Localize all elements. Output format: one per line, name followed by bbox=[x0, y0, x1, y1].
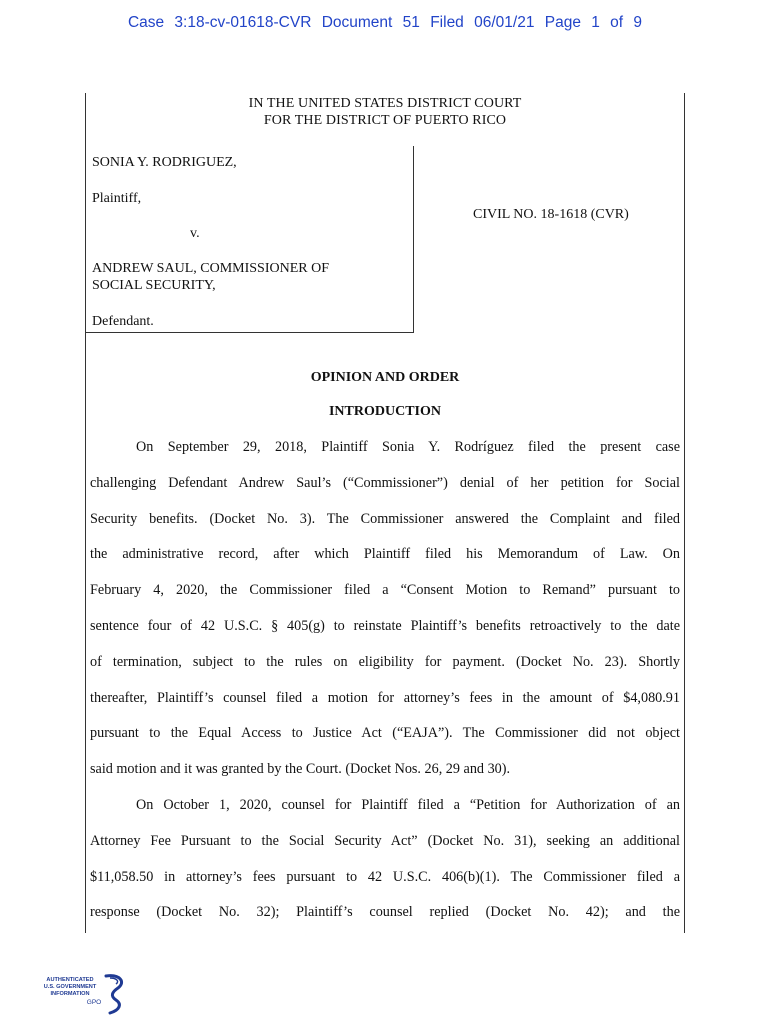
paragraph-line: Attorney Fee Pursuant to the Social Security Act” (Docket No. 31), seeking an additional bbox=[90, 832, 680, 849]
case-caption-box bbox=[86, 146, 414, 333]
court-heading bbox=[85, 95, 685, 129]
court-line-2: FOR THE DISTRICT OF PUERTO RICO bbox=[263, 113, 507, 128]
document-title: OPINION AND ORDER bbox=[310, 370, 460, 385]
defendant-name-line-1: ANDREW SAUL, COMMISSIONER OF bbox=[92, 261, 329, 276]
paragraph-line: response (Docket No. 32); Plaintiff’s counsel replied (Docket No. 42); and the bbox=[90, 904, 680, 921]
section-heading-introduction: INTRODUCTION bbox=[328, 404, 441, 419]
gpo-logo-line-2: U.S. GOVERNMENT bbox=[43, 984, 97, 990]
gpo-authentication-logo bbox=[40, 972, 140, 1016]
paragraph-line: the administrative record, after which Plaintiff filed his Memorandum of Law. On bbox=[90, 546, 680, 563]
paragraph-line: $11,058.50 in attorney’s fees pursuant to 42 U.S.C. 406(b)(1). The Commissioner filed a bbox=[90, 868, 680, 885]
eagle-icon bbox=[106, 976, 122, 1013]
paragraph-line: Security benefits. (Docket No. 3). The Commissioner answered the Complaint and filed bbox=[90, 510, 680, 527]
paragraph-line: On October 1, 2020, counsel for Plaintiff filed a “Petition for Authorization of an bbox=[136, 797, 680, 813]
paragraph-line: February 4, 2020, the Commissioner filed a “Consent Motion to Remand” pursuant to bbox=[90, 582, 680, 599]
paragraph-line: pursuant to the Equal Access to Justice Act (“EAJA”). The Commissioner did not object bbox=[90, 725, 680, 742]
eagle-wing-icon bbox=[110, 978, 118, 984]
gpo-logo-line-1: AUTHENTICATED bbox=[46, 977, 94, 983]
paragraph-line: challenging Defendant Andrew Saul’s (“Commissioner”) denial of her petition for Social bbox=[90, 474, 680, 491]
civil-case-number: CIVIL NO. 18-1618 (CVR) bbox=[473, 207, 629, 222]
paragraph-line: sentence four of 42 U.S.C. § 405(g) to reinstate Plaintiff’s benefits retroactively to the date bbox=[90, 617, 680, 634]
plaintiff-role: Plaintiff, bbox=[92, 191, 142, 206]
defendant-name-line-2: SOCIAL SECURITY, bbox=[92, 278, 216, 293]
paragraph-1 bbox=[90, 430, 680, 788]
right-margin-rule bbox=[684, 93, 685, 933]
court-line-1: IN THE UNITED STATES DISTRICT COURT bbox=[248, 96, 522, 111]
versus: v. bbox=[190, 226, 200, 241]
defendant-role: Defendant. bbox=[92, 314, 154, 329]
plaintiff-name: SONIA Y. RODRIGUEZ, bbox=[92, 155, 237, 170]
gpo-logo-line-4: GPO bbox=[86, 999, 102, 1006]
gpo-logo-line-3: INFORMATION bbox=[50, 991, 90, 997]
paragraph-line: thereafter, Plaintiff’s counsel filed a motion for attorney’s fees in the amount of $4,080.91 bbox=[90, 689, 680, 706]
case-header-stamp: Case 3:18-cv-01618-CVR Document 51 Filed 06/01/21 Page 1 of 9 bbox=[127, 14, 643, 31]
paragraph-line: said motion and it was granted by the Court. (Docket Nos. 26, 29 and 30). bbox=[90, 761, 511, 778]
paragraph-line: On September 29, 2018, Plaintiff Sonia Y. Rodríguez filed the present case bbox=[136, 439, 680, 455]
paragraph-line: of termination, subject to the rules on eligibility for payment. (Docket No. 23). Shortly bbox=[90, 653, 680, 670]
paragraph-2 bbox=[90, 788, 680, 931]
